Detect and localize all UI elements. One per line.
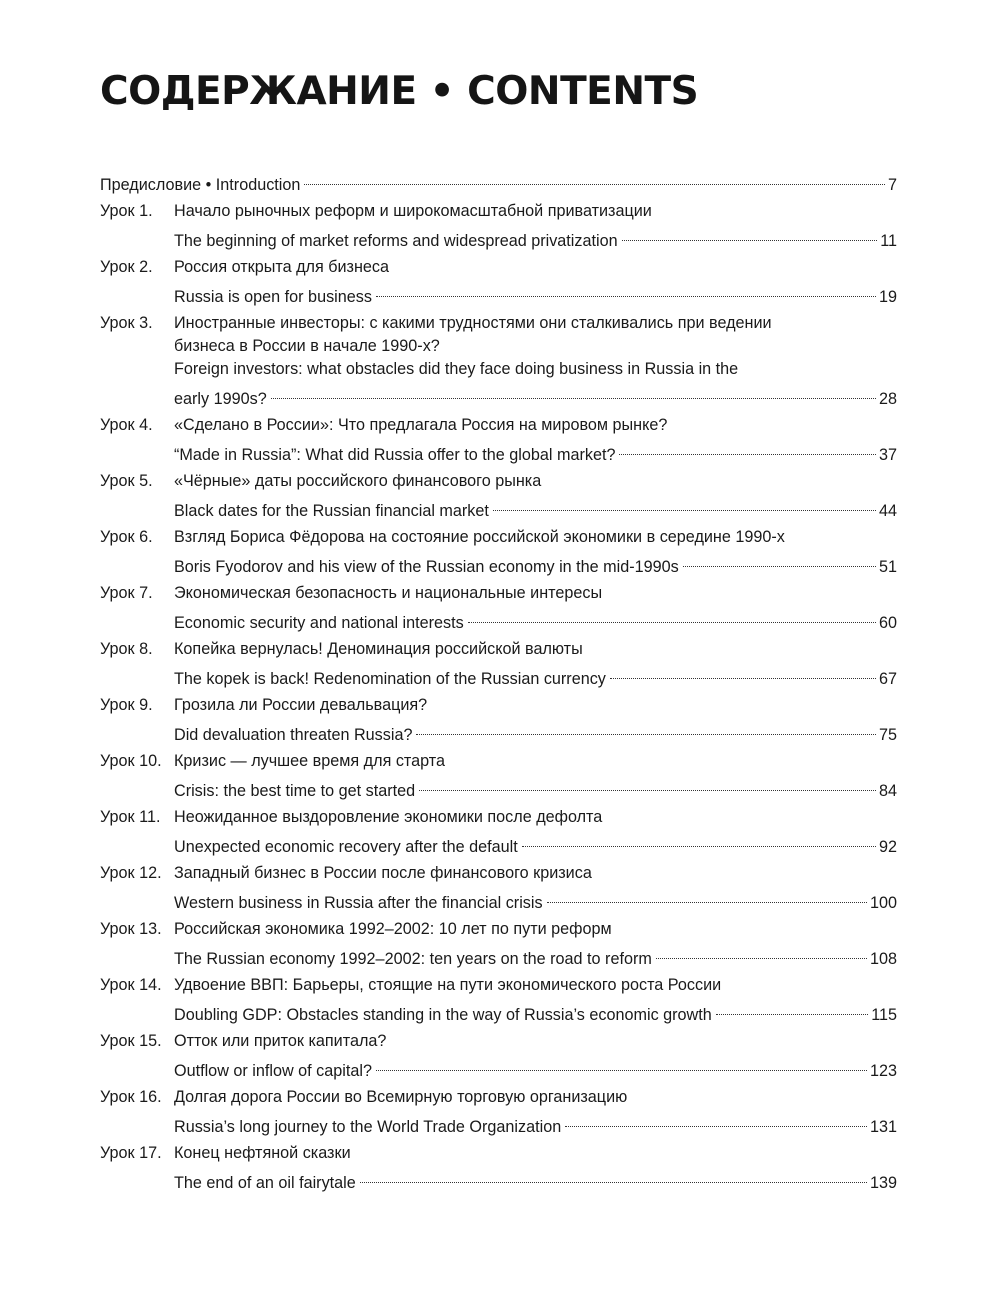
lesson-number: Урок 9. — [100, 696, 153, 714]
page-title: СОДЕРЖАНИЕ • CONTENTS — [100, 69, 699, 114]
page-number: 92 — [878, 838, 897, 856]
lesson-title-en: Foreign investors: what obstacles did they face doing business in Russia in the — [174, 360, 739, 378]
toc-entry-lesson-13[interactable] — [100, 918, 897, 968]
lesson-titles — [174, 312, 897, 408]
lesson-titles — [174, 918, 897, 968]
toc-entry-lesson-12[interactable] — [100, 862, 897, 912]
page-number: 7 — [887, 176, 897, 194]
lesson-title-en-line — [174, 605, 897, 632]
lesson-title-en: Black dates for the Russian financial market — [174, 502, 489, 520]
lesson-title-en: Outflow or inflow of capital? — [174, 1062, 372, 1080]
lesson-title-ru: Западный бизнес в России после финансового кризиса — [174, 864, 592, 882]
page-number: 60 — [878, 614, 897, 632]
page-number: 108 — [869, 950, 897, 968]
lesson-title-ru: Иностранные инвесторы: с какими трудностями они сталкивались при ведении — [174, 314, 772, 332]
lesson-title-en-line — [174, 1109, 897, 1136]
lesson-number: Урок 1. — [100, 202, 153, 220]
lesson-title-ru: Российская экономика 1992–2002: 10 лет по пути реформ — [174, 920, 612, 938]
lesson-title-en: early 1990s? — [174, 390, 267, 408]
toc-entry-lesson-7[interactable] — [100, 582, 897, 632]
toc-entry-lesson-5[interactable] — [100, 470, 897, 520]
dot-leader — [304, 167, 885, 190]
page-number: 51 — [878, 558, 897, 576]
lesson-title-ru: Начало рыночных реформ и широкомасштабной приватизации — [174, 202, 652, 220]
page-number: 84 — [878, 782, 897, 800]
dot-leader — [271, 381, 876, 404]
page-number: 115 — [871, 1006, 897, 1024]
lesson-title-en: Economic security and national interests — [174, 614, 464, 632]
lesson-title-en: Doubling GDP: Obstacles standing in the way of Russia’s economic growth — [174, 1006, 712, 1024]
lesson-number: Урок 2. — [100, 258, 153, 276]
dot-leader — [522, 829, 876, 852]
dot-leader — [716, 997, 868, 1020]
dot-leader — [416, 717, 876, 740]
lesson-title-ru: Копейка вернулась! Деноминация российской валюты — [174, 640, 583, 658]
lesson-list — [100, 200, 897, 1192]
dot-leader — [656, 941, 867, 964]
lesson-titles — [174, 1030, 897, 1080]
dot-leader — [547, 885, 867, 908]
lesson-number: Урок 3. — [100, 314, 153, 332]
lesson-title-en-line — [174, 493, 897, 520]
lesson-title-en: The kopek is back! Redenomination of the Russian currency — [174, 670, 606, 688]
lesson-title-ru: Удвоение ВВП: Барьеры, стоящие на пути экономического роста России — [174, 976, 722, 994]
lesson-title-ru: Россия открыта для бизнеса — [174, 258, 390, 276]
lesson-title-en-line — [174, 223, 897, 250]
lesson-number: Урок 13. — [100, 920, 162, 938]
lesson-title-en-line — [174, 941, 897, 968]
page-number: 131 — [869, 1118, 897, 1136]
dot-leader — [493, 493, 876, 516]
lesson-titles — [174, 1086, 897, 1136]
toc-entry-lesson-9[interactable] — [100, 694, 897, 744]
lesson-title-en-line — [174, 997, 897, 1024]
lesson-titles — [174, 526, 897, 576]
lesson-titles — [174, 256, 897, 306]
toc-entry-lesson-16[interactable] — [100, 1086, 897, 1136]
dot-leader — [622, 223, 878, 246]
lesson-title-en: Boris Fyodorov and his view of the Russian economy in the mid-1990s — [174, 558, 679, 576]
toc-entry-introduction[interactable] — [100, 167, 897, 194]
lesson-title-en-line — [174, 885, 897, 912]
toc-entry-lesson-6[interactable] — [100, 526, 897, 576]
dot-leader — [683, 549, 876, 572]
lesson-number: Урок 10. — [100, 752, 162, 770]
lesson-title-en-line — [174, 279, 897, 306]
lesson-title-en: Russia’s long journey to the World Trade Organization — [174, 1118, 562, 1136]
toc-entry-lesson-8[interactable] — [100, 638, 897, 688]
lesson-titles — [174, 862, 897, 912]
dot-leader — [376, 1053, 867, 1076]
lesson-title-ru: Неожиданное выздоровление экономики после дефолта — [174, 808, 603, 826]
lesson-number: Урок 17. — [100, 1144, 162, 1162]
lesson-titles — [174, 750, 897, 800]
lesson-title-ru: Экономическая безопасность и национальные интересы — [174, 584, 603, 602]
lesson-title-ru: бизнеса в России в начале 1990-х? — [174, 337, 440, 355]
lesson-title-ru: Конец нефтяной сказки — [174, 1144, 351, 1162]
lesson-number: Урок 5. — [100, 472, 153, 490]
toc-entry-lesson-11[interactable] — [100, 806, 897, 856]
toc-entry-lesson-14[interactable] — [100, 974, 897, 1024]
lesson-titles — [174, 200, 897, 250]
lesson-titles — [174, 638, 897, 688]
toc-entry-lesson-1[interactable] — [100, 200, 897, 250]
lesson-title-en-line — [174, 773, 897, 800]
lesson-titles — [174, 806, 897, 856]
table-of-contents — [100, 167, 897, 1198]
lesson-title-en: Western business in Russia after the financial crisis — [174, 894, 543, 912]
toc-entry-lesson-4[interactable] — [100, 414, 897, 464]
dot-leader — [565, 1109, 867, 1132]
dot-leader — [468, 605, 876, 628]
page-number: 100 — [869, 894, 897, 912]
lesson-number: Урок 8. — [100, 640, 153, 658]
lesson-title-en: Unexpected economic recovery after the default — [174, 838, 518, 856]
lesson-title-en: The Russian economy 1992–2002: ten years on the road to reform — [174, 950, 652, 968]
page-number: 67 — [878, 670, 897, 688]
lesson-number: Урок 7. — [100, 584, 153, 602]
lesson-titles — [174, 414, 897, 464]
lesson-title-en-line — [174, 829, 897, 856]
dot-leader — [419, 773, 876, 796]
page-number: 37 — [878, 446, 897, 464]
lesson-title-en: Did devaluation threaten Russia? — [174, 726, 413, 744]
page-number: 75 — [878, 726, 897, 744]
lesson-number: Урок 4. — [100, 416, 153, 434]
page-number: 28 — [878, 390, 897, 408]
lesson-number: Урок 15. — [100, 1032, 162, 1050]
toc-entry-lesson-2[interactable] — [100, 256, 897, 306]
lesson-number: Урок 6. — [100, 528, 153, 546]
lesson-title-en-line — [174, 549, 897, 576]
lesson-titles — [174, 694, 897, 744]
dot-leader — [376, 279, 876, 302]
lesson-number: Урок 12. — [100, 864, 162, 882]
lesson-titles — [174, 974, 897, 1024]
lesson-title-en-line — [174, 381, 897, 408]
lesson-title-ru: Грозила ли России девальвация? — [174, 696, 428, 714]
lesson-title-en: The beginning of market reforms and widespread privatization — [174, 232, 618, 250]
toc-entry-lesson-3[interactable] — [100, 312, 897, 408]
lesson-titles — [174, 1142, 897, 1192]
lesson-titles — [174, 470, 897, 520]
lesson-title-ru: Отток или приток капитала? — [174, 1032, 387, 1050]
lesson-number: Урок 16. — [100, 1088, 162, 1106]
lesson-title-ru: «Чёрные» даты российского финансового рынка — [174, 472, 542, 490]
toc-entry-lesson-17[interactable] — [100, 1142, 897, 1192]
lesson-title-en-line — [174, 717, 897, 744]
lesson-title-en: The end of an oil fairytale — [174, 1174, 356, 1192]
lesson-title-en-line — [174, 437, 897, 464]
lesson-title-en-line — [174, 661, 897, 688]
page-number: 11 — [880, 232, 897, 250]
lesson-title-en-line — [174, 1053, 897, 1080]
lesson-title-ru: Кризис — лучшее время для старта — [174, 752, 446, 770]
lesson-title-en-line — [174, 1165, 897, 1192]
dot-leader — [619, 437, 876, 460]
page-number: 19 — [878, 288, 897, 306]
page-number: 44 — [878, 502, 897, 520]
lesson-title-ru: Долгая дорога России во Всемирную торговую организацию — [174, 1088, 628, 1106]
page-number: 123 — [869, 1062, 897, 1080]
lesson-titles — [174, 582, 897, 632]
lesson-number: Урок 11. — [100, 808, 161, 826]
lesson-title-ru: Взгляд Бориса Фёдорова на состояние российской экономики в середине 1990-х — [174, 528, 785, 546]
lesson-number: Урок 14. — [100, 976, 162, 994]
lesson-title-ru: «Сделано в России»: Что предлагала Россия на мировом рынке? — [174, 416, 668, 434]
toc-entry-title: Предисловие • Introduction — [100, 176, 301, 194]
dot-leader — [610, 661, 876, 684]
dot-leader — [360, 1165, 867, 1188]
lesson-title-en: Russia is open for business — [174, 288, 372, 306]
toc-entry-lesson-10[interactable] — [100, 750, 897, 800]
page-number: 139 — [869, 1174, 897, 1192]
lesson-title-en: “Made in Russia”: What did Russia offer to the global market? — [174, 446, 616, 464]
toc-entry-lesson-15[interactable] — [100, 1030, 897, 1080]
lesson-title-en: Crisis: the best time to get started — [174, 782, 416, 800]
